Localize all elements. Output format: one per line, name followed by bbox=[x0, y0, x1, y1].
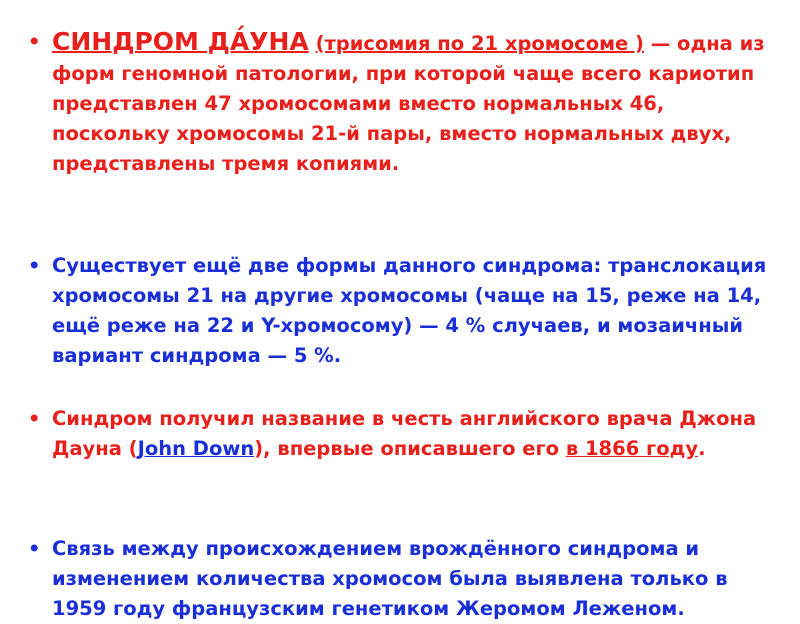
bullet-other-forms bbox=[28, 251, 777, 371]
bullet-name-origin bbox=[28, 404, 777, 464]
chromosome-link-text: Связь между происхождением врождённого синдрома и изменением количества хромосом была выявлена только в 1959 году французским генетиком Жеромом Леженом. bbox=[52, 537, 728, 620]
bullet-marker: • bbox=[28, 30, 41, 53]
bullet-marker: • bbox=[28, 537, 41, 560]
name-origin-text-middle: ), впервые описавшего его bbox=[254, 437, 566, 460]
bullet-marker: • bbox=[28, 254, 41, 277]
bullet-down-syndrome-definition bbox=[28, 27, 777, 179]
bullet-marker: • bbox=[28, 407, 41, 430]
definition-text: — одна из форм геномной патологии, при которой чаще всего кариотип представлен 47 хромосомами вместо нормальных 46, поскольку хромосомы 21-й пары, вместо нормальных двух, представлены тремя копиями. bbox=[52, 32, 765, 175]
title-subtitle: (трисомия по 21 хромосоме ) bbox=[315, 32, 644, 55]
name-origin-text-before: Синдром получил название в честь английского врача Джона Дауна ( bbox=[52, 407, 757, 460]
john-down-link[interactable]: John Down bbox=[137, 437, 255, 460]
bullet-chromosome-link bbox=[28, 534, 777, 624]
year-1866-link[interactable]: в 1866 году bbox=[565, 437, 699, 460]
other-forms-text: Существует ещё две формы данного синдрома: транслокация хромосомы 21 на другие хромосомы (чаще на 15, реже на 14, ещё реже на 22 и Y-хромосому) — 4 % случаев, и мозаичный вариант синдрома — 5 %. bbox=[52, 254, 767, 367]
slide-title: СИНДРОМ ДА́УНА bbox=[52, 27, 309, 56]
name-origin-text-after: . bbox=[698, 437, 706, 460]
